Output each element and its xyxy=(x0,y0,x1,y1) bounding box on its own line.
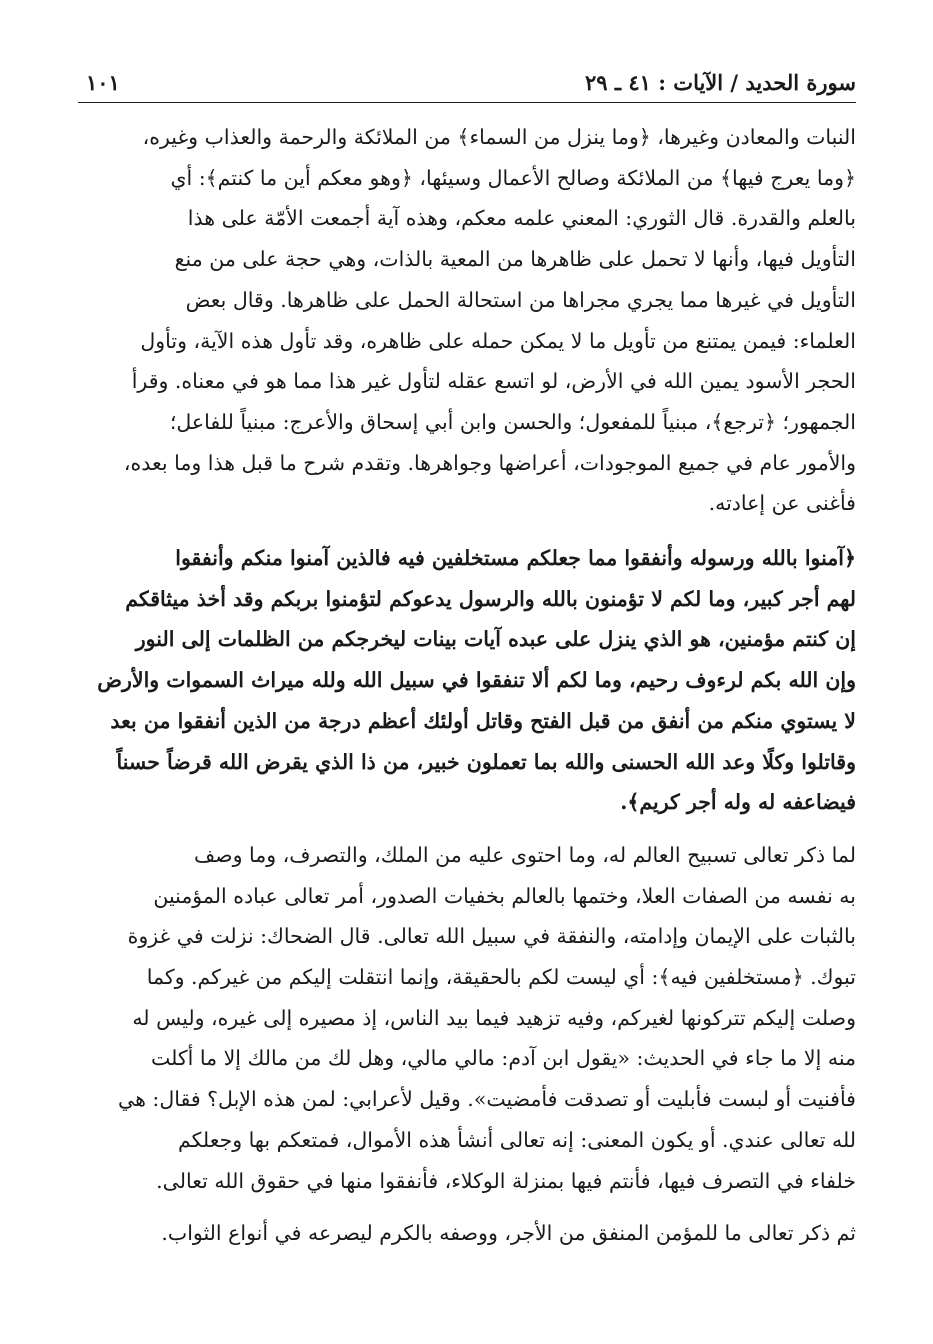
text-line: منه إلا ما جاء في الحديث: «يقول ابن آدم: مالي مالي، وهل لك من مالك إلا ما أكلت xyxy=(150,1046,856,1071)
page-number: ١٠١ xyxy=(86,70,120,95)
text-line: تبوك. ﴿مستخلفين فيه﴾: أي ليست لكم بالحقيقة، وإنما انتقلت إليكم من غيركم. وكما xyxy=(146,965,856,990)
text-line: الجمهور؛ ﴿ترجع﴾، مبنياً للمفعول؛ والحسن وابن أبي إسحاق والأعرج: مبنياً للفاعل؛ xyxy=(169,409,856,434)
text-line: التأويل فيها، وأنها لا تحمل على ظاهرها من المعية بالذات، وهي حجة على من منع xyxy=(174,247,856,272)
text-line: وصلت إليكم تتركونها لغيركم، وفيه تزهيد فيما بيد الناس، إذ مصيره إلى غيره، وليس له xyxy=(132,1005,856,1030)
tafsir-paragraph-3 xyxy=(78,1213,856,1254)
verse-line: وإن الله بكم لرءوف رحيم، وما لكم ألا تنفقوا في سبيل الله ولله ميراث السموات والأرض xyxy=(97,668,856,693)
running-head: سورة الحديد / الآيات : ٤١ ـ ٢٩ xyxy=(585,70,856,95)
text-line: خلفاء في التصرف فيها، فأنتم فيها بمنزلة الوكلاء، فأنفقوا منها في حقوق الله تعالى. xyxy=(156,1168,856,1193)
verse-line: وقاتلوا وكلًا وعد الله الحسنى والله بما تعملون خبير، من ذا الذي يقرض الله قرضاً حسناً xyxy=(116,749,856,774)
verse-line: لهم أجر كبير، وما لكم لا تؤمنون بالله والرسول يدعوكم لتؤمنوا بربكم وقد أخذ ميثاقكم xyxy=(125,586,856,611)
text-line: النبات والمعادن وغيرها، ﴿وما ينزل من السماء﴾ من الملائكة والرحمة والعذاب وغيره، xyxy=(142,125,856,149)
tafsir-paragraph-1 xyxy=(78,117,856,524)
text-line: بالعلم والقدرة. قال الثوري: المعني علمه معكم، وهذه آية أجمعت الأمّة على هذا xyxy=(187,206,856,231)
text-line: فأغنى عن إعادته. xyxy=(708,491,856,516)
text-line: به نفسه من الصفات العلا، وختمها بالعالم بخفيات الصدور، أمر تعالى عباده المؤمنين xyxy=(153,883,856,908)
text-line: لما ذكر تعالى تسبيح العالم له، وما احتوى عليه من الملك، والتصرف، وما وصف xyxy=(193,842,856,867)
verse-line: إن كنتم مؤمنين، هو الذي ينزل على عبده آيات بينات ليخرجكم من الظلمات إلى النور xyxy=(135,627,856,652)
page-header xyxy=(78,66,856,103)
tafsir-paragraph-2 xyxy=(78,835,856,1201)
text-line: التأويل في غيرها مما يجري مجراها من استحالة الحمل على ظاهرها. وقال بعض xyxy=(185,287,856,312)
text-line: العلماء: فيمن يمتنع من تأويل ما لا يمكن حمله على ظاهره، وقد تأول هذه الآية، وتأول xyxy=(140,328,856,353)
text-line: فأفنيت أو لبست فأبليت أو تصدقت فأمضيت». وقيل لأعرابي: لمن هذه الإبل؟ فقال: هي xyxy=(118,1087,856,1112)
text-line: بالثبات على الإيمان وإدامته، والنفقة في سبيل الله تعالى. قال الضحاك: نزلت في غزوة xyxy=(127,924,856,949)
verse-line: لا يستوي منكم من أنفق من قبل الفتح وقاتل أولئك أعظم درجة من الذين أنفقوا من بعد xyxy=(110,708,856,733)
text-line: لله تعالى عندي. أو يكون المعنى: إنه تعالى أنشأ هذه الأموال، فمتعكم بها وجعلكم xyxy=(177,1127,856,1152)
text-line: ثم ذكر تعالى ما للمؤمن المنفق من الأجر، ووصفه بالكرم ليصرعه في أنواع الثواب. xyxy=(161,1221,856,1246)
text-line: الحجر الأسود يمين الله في الأرض، لو اتسع عقله لتأول غير هذا مما هو في معناه. وقرأ xyxy=(131,369,856,394)
book-page xyxy=(78,66,856,1254)
verse-line: ﴿آمنوا بالله ورسوله وأنفقوا مما جعلكم مستخلفين فيه فالذين آمنوا منكم وأنفقوا xyxy=(175,546,856,571)
text-line: ﴿وما يعرج فيها﴾ من الملائكة وصالح الأعمال وسيئها، ﴿وهو معكم أين ما كنتم﴾: أي xyxy=(170,165,856,190)
verse-line: فيضاعفه له وله أجر كريم﴾. xyxy=(620,790,856,815)
quran-verses-block xyxy=(78,538,856,823)
text-line: والأمور عام في جميع الموجودات، أعراضها وجواهرها. وتقدم شرح ما قبل هذا وما بعده، xyxy=(123,450,856,475)
